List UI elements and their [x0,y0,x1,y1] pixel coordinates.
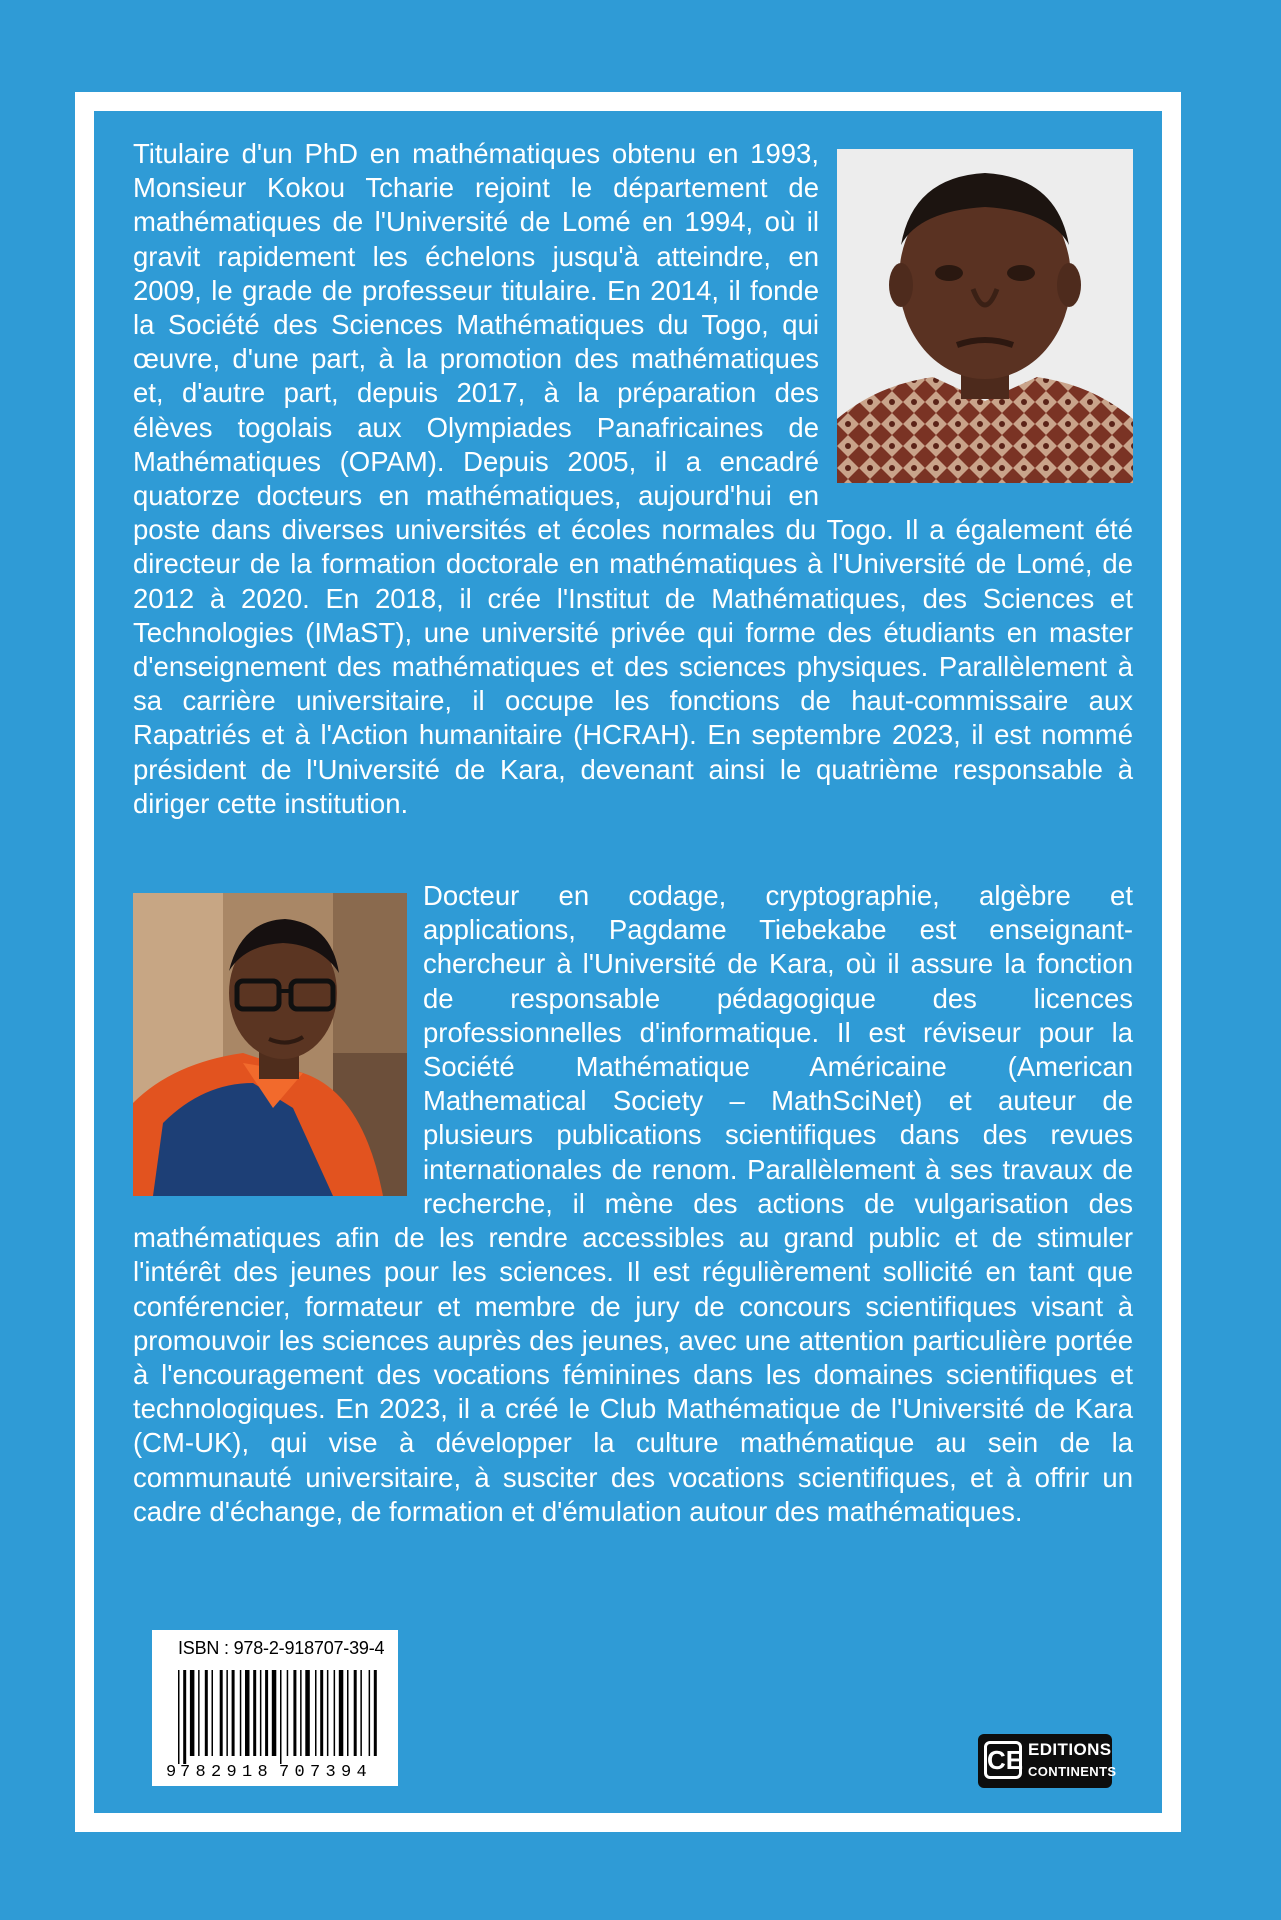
author-photo-pagdame-tiebekabe [133,893,407,1196]
barcode-bar [287,1670,289,1756]
barcode-image [166,1668,386,1780]
barcode-bar [293,1670,296,1756]
barcode-digit: 1 [242,1763,253,1780]
barcode-bar [320,1670,323,1756]
barcode-digit: 7 [180,1763,191,1780]
barcode-bar [327,1670,329,1756]
barcode-digit: 9 [226,1763,237,1780]
barcode-digit: 7 [310,1763,321,1780]
bio-kokou-tcharie-text: Titulaire d'un PhD en mathématiques obtenu en 1993, Monsieur Kokou Tcharie rejoint le département de mathématiques de l'Université de Lomé en 1994, où il gravit rapidement les échelons jusqu'à atteindre, en 2009, le grade de professeur titulaire. En 2014, il fonde la Société des Sciences Mathématiques du Togo, qui œuvre, d'une part, à la promotion des mathématiques et, d'autre part, depuis 2017, à la préparation des élèves togolais aux Olympiades Panafricaines de Mathématiques (OPAM). Depuis 2005, il a encadré quatorze docteurs en mathématiques, aujourd'hui en poste dans diverses universités et écoles normales du Togo. Il a également été directeur de la formation doctorale en mathématiques à l'Université de Lomé, de 2012 à 2020. En 2018, il crée l'Institut de Mathématiques, des Sciences et Technologies (IMaST), une université privée qui forme des étudiants en master d'enseignement des mathématiques et des sciences physiques. Parallèlement à sa carrière universitaire, il occupe les fonctions de haut-commissaire aux Rapatriés et à l'Action humanitaire (HCRAH). En septembre 2023, il est nommé président de l'Université de Kara, devenant ainsi le quatrième responsable à diriger cette institution. [133,138,1133,819]
barcode-bar [198,1670,200,1756]
barcode-bar [334,1670,336,1756]
barcode-bar [280,1670,282,1764]
publisher-mark-icon: CE [984,1741,1022,1779]
bio-kokou-tcharie [133,137,1133,821]
barcode-bar [212,1670,214,1756]
barcode-bar [240,1670,242,1756]
barcode-bar [300,1670,302,1756]
barcode-bar [369,1670,371,1756]
barcode-bar [374,1670,377,1756]
barcode-bar [253,1670,256,1756]
barcode-bar [272,1670,277,1756]
barcode-bar [339,1670,344,1756]
editions-continents-logo [978,1734,1117,1788]
barcode-digit: 3 [325,1763,336,1780]
barcode-digit: 9 [166,1763,177,1780]
barcode-bar [265,1670,268,1756]
content-area [133,137,1133,1529]
publisher-name-line1: EDITIONS [1028,1740,1112,1759]
barcode-digit: 9 [341,1763,352,1780]
bio-pagdame-tiebekabe-text: Docteur en codage, cryptographie, algèbre et applications, Pagdame Tiebekabe est enseignant-chercheur à l'Université de Kara, où il assure la fonction de responsable pédagogique des licences professionnelles d'informatique. Il est réviseur pour la Société Mathématique Américaine (American Mathematical Society – MathSciNet) et auteur de plusieurs publications scientifiques dans des revues internationales de renom. Parallèlement à ses travaux de recherche, il mène des actions de vulgarisation des mathématiques afin de les rendre accessibles au grand public et de stimuler l'intérêt des jeunes pour les sciences. Il est régulièrement sollicité en tant que conférencier, formateur et membre de jury de concours scientifiques visant à promouvoir les sciences auprès des jeunes, avec une attention particulière portée à l'encouragement des vocations féminines dans les domaines scientifiques et technologiques. En 2023, il a créé le Club Mathématique de l'Université de Kara (CM-UK), qui vise à développer la culture mathématique au sein de la communauté universitaire, à susciter des vocations scientifiques, et à offrir un cadre d'échange, de formation et d'émulation autour des mathématiques. [133,880,1133,1527]
barcode-bar [190,1670,195,1756]
barcode-bar [205,1670,208,1756]
barcode-bar [245,1670,250,1756]
barcode-digit: 2 [211,1763,222,1780]
cover-panel [94,111,1162,1813]
barcode-bar [315,1670,317,1756]
barcode-bar [183,1670,186,1764]
isbn-barcode-block [152,1630,398,1786]
publisher-name-line2: CONTINENTS [1028,1764,1117,1779]
barcode-bar [178,1670,180,1764]
barcode-bar [347,1670,349,1756]
barcode-digit: 8 [257,1763,268,1780]
barcode-digit: 4 [356,1763,367,1780]
barcode-bar [360,1670,362,1756]
author-photo-kokou-tcharie [837,149,1133,483]
barcode-digit: 8 [195,1763,206,1780]
barcode-digit: 7 [279,1763,290,1780]
barcode-bar [305,1670,310,1756]
barcode-bar [260,1670,262,1756]
barcode-bar [354,1670,357,1756]
barcode-bar [226,1670,228,1756]
isbn-label: ISBN : 978-2-918707-39-4 [178,1638,385,1658]
barcode-digit: 0 [294,1763,305,1780]
barcode-bar [232,1670,235,1756]
cover-frame [75,92,1181,1832]
bio-pagdame-tiebekabe [133,879,1133,1529]
barcode-bar [220,1670,223,1756]
